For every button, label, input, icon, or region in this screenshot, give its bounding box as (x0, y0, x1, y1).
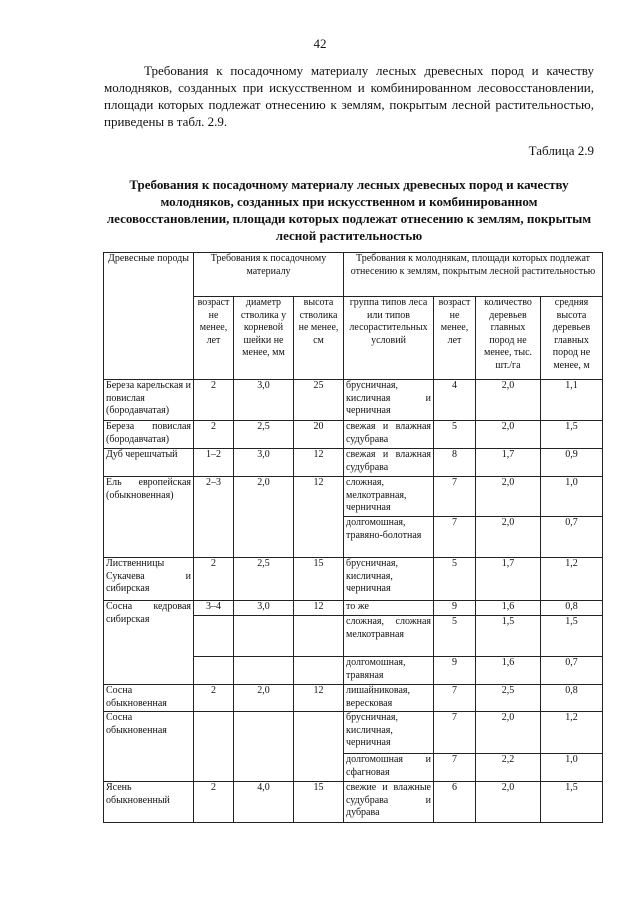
young-age-cell: 7 (434, 517, 476, 558)
mean-height-cell: 1,0 (541, 477, 603, 517)
height-cell: 20 (294, 421, 344, 449)
height-cell: 12 (294, 449, 344, 477)
young-age-cell: 9 (434, 601, 476, 616)
mean-height-cell: 1,2 (541, 712, 603, 754)
age-cell: 2 (194, 421, 234, 449)
diameter-cell (234, 712, 294, 782)
forest-type-cell: лишайниковая, вересковая (344, 685, 434, 712)
diameter-cell: 2,5 (234, 558, 294, 601)
species-cell: Дуб черешчатый (104, 449, 194, 477)
height-cell: 25 (294, 380, 344, 421)
height-cell: 12 (294, 477, 344, 558)
count-cell: 2,2 (476, 754, 541, 782)
forest-type-cell: долгомошная, травяная (344, 657, 434, 685)
table-header-row (104, 253, 603, 297)
forest-type-cell: то же (344, 601, 434, 616)
mean-height-cell: 1,2 (541, 558, 603, 601)
height-cell: 15 (294, 782, 344, 823)
header-col-mean-height: средняя высота деревьев главных пород не менее, м (541, 297, 603, 380)
young-age-cell: 7 (434, 477, 476, 517)
mean-height-cell: 0,7 (541, 657, 603, 685)
young-age-cell: 5 (434, 558, 476, 601)
header-col-forest-type: группа типов леса или типов лесорастительных условий (344, 297, 434, 380)
mean-height-cell: 0,9 (541, 449, 603, 477)
mean-height-cell: 0,7 (541, 517, 603, 558)
height-cell (294, 712, 344, 782)
mean-height-cell: 1,0 (541, 754, 603, 782)
species-cell: Сосна кедровая сибирская (104, 601, 194, 685)
header-col-height: высота стволика не менее, см (294, 297, 344, 380)
table-row (104, 782, 603, 823)
table-row (104, 380, 603, 421)
table-label: Таблица 2.9 (528, 143, 594, 158)
header-col-age: возраст не менее, лет (194, 297, 234, 380)
count-cell: 2,0 (476, 712, 541, 754)
diameter-cell: 2,0 (234, 477, 294, 558)
header-planting-material: Требования к посадочному материалу (194, 253, 344, 297)
age-cell: 2 (194, 558, 234, 601)
species-cell: Сосна обыкновенная (104, 685, 194, 712)
header-young-stands: Требования к молоднякам, площади которых подлежат отнесению к землям, покрытым лесной растительностью (344, 253, 603, 297)
young-age-cell: 5 (434, 421, 476, 449)
age-cell: 2 (194, 380, 234, 421)
count-cell: 1,6 (476, 657, 541, 685)
table-row (104, 601, 603, 616)
header-species: Древесные породы (104, 253, 194, 380)
count-cell: 1,6 (476, 601, 541, 616)
species-cell: Сосна обыкновенная (104, 712, 194, 782)
diameter-cell: 3,0 (234, 601, 294, 616)
diameter-cell: 4,0 (234, 782, 294, 823)
count-cell: 1,5 (476, 616, 541, 657)
height-cell: 12 (294, 685, 344, 712)
intro-paragraph: Требования к посадочному материалу лесных древесных пород и качеству молодняков, созданных при искусственном и комбинированном лесовосстановлении, площади которых подлежат отнесению к землям, покрытым лесной растительностью, приведены в табл. 2.9. (104, 63, 594, 129)
header-col-count: количество деревьев главных пород не менее, тыс. шт./га (476, 297, 541, 380)
count-cell: 2,0 (476, 421, 541, 449)
empty-cell (294, 657, 344, 685)
young-age-cell: 9 (434, 657, 476, 685)
young-age-cell: 7 (434, 685, 476, 712)
forest-type-cell: долгомошная и сфагновая (344, 754, 434, 782)
table-row (104, 477, 603, 517)
count-cell: 2,0 (476, 517, 541, 558)
mean-height-cell: 1,1 (541, 380, 603, 421)
age-cell (194, 712, 234, 782)
header-col-young-age: возраст не менее, лет (434, 297, 476, 380)
count-cell: 1,7 (476, 558, 541, 601)
species-cell: Береза карельская и повислая (бородавчатая) (104, 380, 194, 421)
mean-height-cell: 1,5 (541, 421, 603, 449)
table-title: Требования к посадочному материалу лесных древесных пород и качеству молодняков, созданных при искусственном и комбинированном лесовосстановлении, площади которых подлежат отнесению к землям, покрытым лесной растительностью (106, 177, 592, 243)
diameter-cell: 2,5 (234, 421, 294, 449)
mean-height-cell: 0,8 (541, 685, 603, 712)
table-row (104, 558, 603, 601)
empty-cell (194, 657, 234, 685)
young-age-cell: 6 (434, 782, 476, 823)
species-cell: Ясень обыкновенный (104, 782, 194, 823)
young-age-cell: 7 (434, 712, 476, 754)
young-age-cell: 5 (434, 616, 476, 657)
forest-type-cell: свежая и влажная судубрава (344, 449, 434, 477)
age-cell: 3–4 (194, 601, 234, 616)
species-cell: Лиственницы Сукачева и сибирская (104, 558, 194, 601)
mean-height-cell: 1,5 (541, 616, 603, 657)
forest-type-cell: брусничная, кисличная и черничная (344, 380, 434, 421)
count-cell: 2,0 (476, 380, 541, 421)
age-cell: 1–2 (194, 449, 234, 477)
count-cell: 2,5 (476, 685, 541, 712)
mean-height-cell: 0,8 (541, 601, 603, 616)
forest-type-cell: сложная, сложная мелкотравная (344, 616, 434, 657)
table-row (104, 685, 603, 712)
forest-type-cell: долгомошная, травяно-болотная (344, 517, 434, 558)
species-cell: Ель европейская (обыкновенная) (104, 477, 194, 558)
empty-cell (194, 616, 234, 657)
empty-cell (294, 616, 344, 657)
header-col-diameter: диаметр стволика у корневой шейки не менее, мм (234, 297, 294, 380)
diameter-cell: 2,0 (234, 685, 294, 712)
diameter-cell: 3,0 (234, 449, 294, 477)
species-cell: Береза повислая (бородавчатая) (104, 421, 194, 449)
mean-height-cell: 1,5 (541, 782, 603, 823)
forest-type-cell: брусничная, кисличная, черничная (344, 712, 434, 754)
forest-type-cell: свежая и влажная судубрава (344, 421, 434, 449)
forest-type-cell: брусничная, кисличная, черничная (344, 558, 434, 601)
empty-cell (234, 657, 294, 685)
age-cell: 2–3 (194, 477, 234, 558)
forest-type-cell: сложная, мелкотравная, черничная (344, 477, 434, 517)
count-cell: 1,7 (476, 449, 541, 477)
table-row (104, 712, 603, 754)
requirements-table (103, 252, 603, 823)
young-age-cell: 7 (434, 754, 476, 782)
forest-type-cell: свежие и влажные судубрава и дубрава (344, 782, 434, 823)
age-cell: 2 (194, 782, 234, 823)
count-cell: 2,0 (476, 477, 541, 517)
table-row (104, 449, 603, 477)
age-cell: 2 (194, 685, 234, 712)
count-cell: 2,0 (476, 782, 541, 823)
height-cell: 12 (294, 601, 344, 616)
table-row (104, 421, 603, 449)
young-age-cell: 4 (434, 380, 476, 421)
diameter-cell: 3,0 (234, 380, 294, 421)
young-age-cell: 8 (434, 449, 476, 477)
page-number: 42 (313, 36, 327, 51)
empty-cell (234, 616, 294, 657)
height-cell: 15 (294, 558, 344, 601)
